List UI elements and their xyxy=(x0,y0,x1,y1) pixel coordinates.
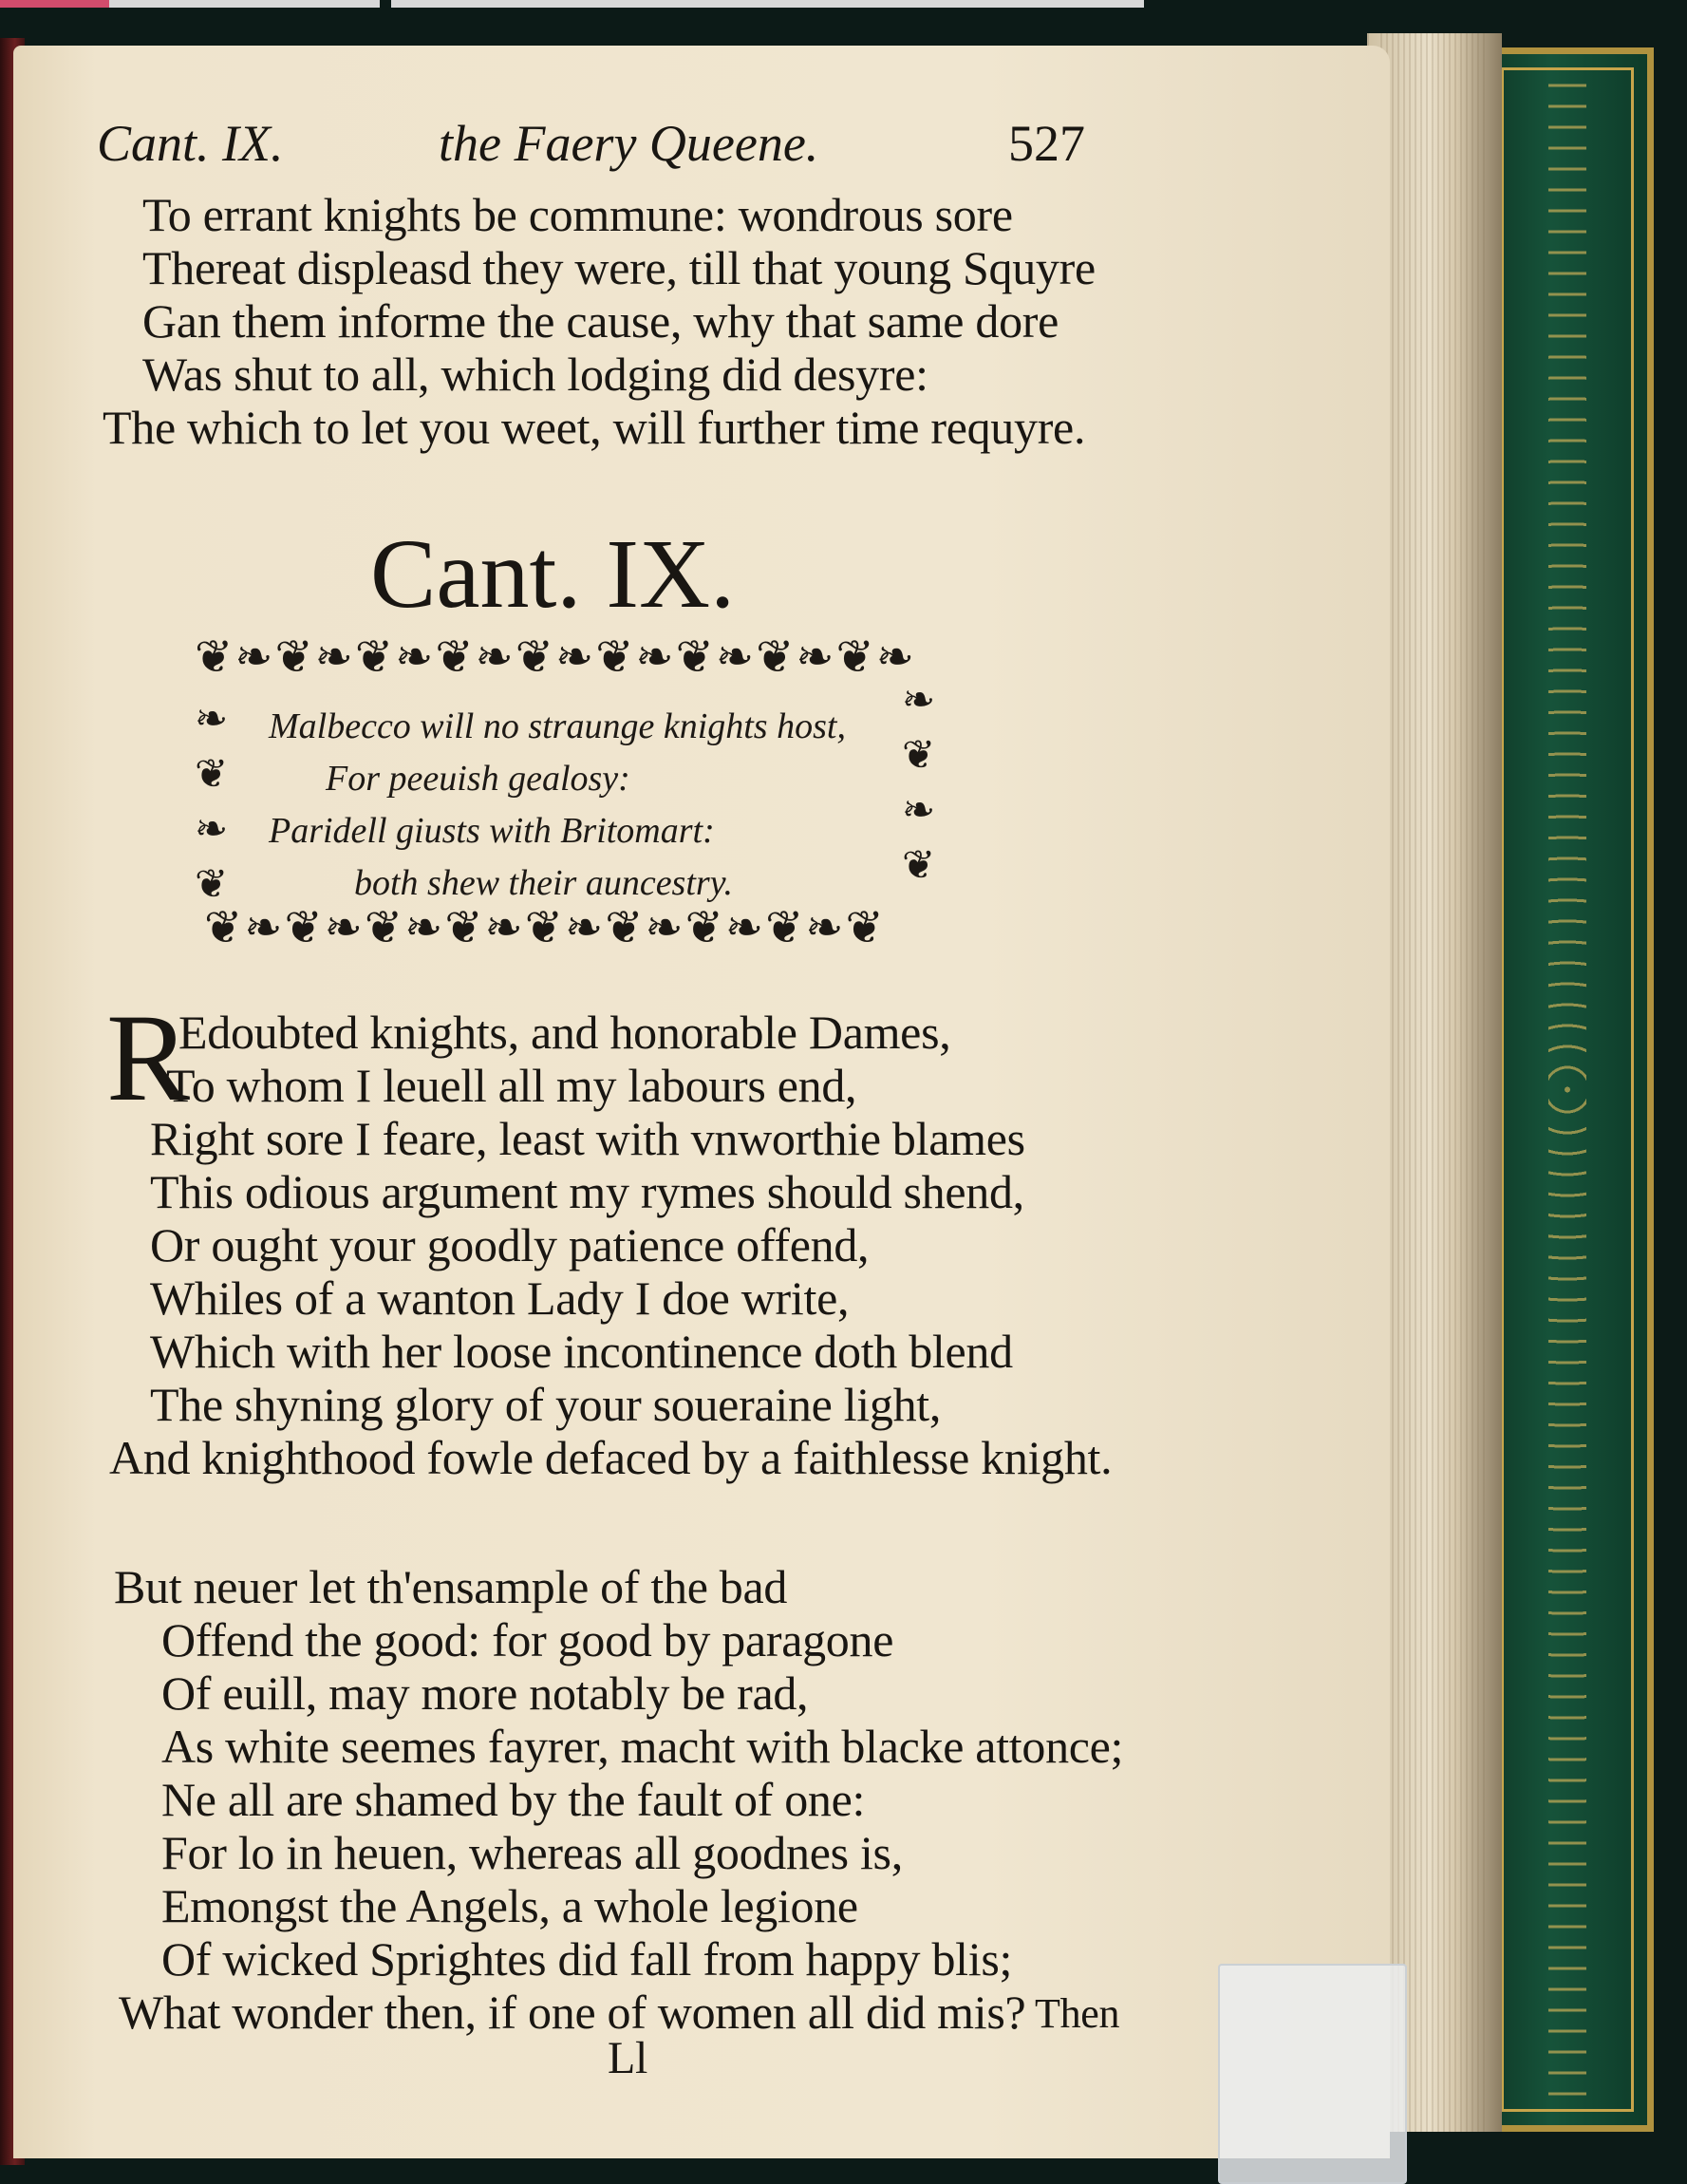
verse-line: This odious argument my rymes should shend, xyxy=(150,1165,1024,1218)
verse-line: Right sore I feare, least with vnworthie blames xyxy=(150,1112,1025,1165)
signature-mark: Ll xyxy=(608,2033,648,2083)
page-edge-lines xyxy=(1380,33,1485,2132)
verse-line: Offend the good: for good by paragone xyxy=(161,1613,894,1666)
gilt-vine-ornament xyxy=(1548,83,1586,2097)
verse-line: The shyning glory of your soueraine light, xyxy=(150,1378,942,1431)
verse-line: But neuer let th'ensample of the bad xyxy=(114,1560,788,1613)
top-strip xyxy=(0,0,1687,8)
ornament-border-left: ❧ ❦ ❧ ❦ xyxy=(195,695,231,907)
verse-line: As white seemes fayrer, macht with blacke attonce; xyxy=(161,1720,1124,1773)
verse-line: Or ought your goodly patience offend, xyxy=(150,1218,870,1271)
ornament-border-right: ❧ ❦ ❧ ❦ xyxy=(902,676,938,888)
verse-line: Was shut to all, which lodging did desyre: xyxy=(142,348,928,401)
top-strip-gap xyxy=(380,0,391,8)
running-head-canto: Cant. IX. xyxy=(97,115,284,172)
argument-box xyxy=(195,631,973,967)
verse-line: Whiles of a wanton Lady I doe write, xyxy=(150,1271,850,1325)
verse-line: Edoubted knights, and honorable Dames, xyxy=(178,1006,951,1059)
page-number: 527 xyxy=(1008,115,1085,172)
verse-line: Gan them informe the cause, why that same dore xyxy=(142,294,1059,348)
verse-line: What wonder then, if one of women all did mis? xyxy=(119,1986,1026,2039)
argument-line: Malbecco will no straunge knights host, xyxy=(269,706,846,746)
top-strip-tab xyxy=(0,0,109,8)
drop-cap: R xyxy=(106,988,191,1127)
top-strip-dark xyxy=(1144,0,1687,8)
verse-line: Thereat displeasd they were, till that young Squyre xyxy=(142,241,1096,294)
verse-line: To errant knights be commune: wondrous sore xyxy=(142,188,1013,241)
verse-line: Of euill, may more notably be rad, xyxy=(161,1666,809,1720)
verse-line: And knighthood fowle defaced by a faithlesse knight. xyxy=(109,1431,1113,1484)
argument-line: both shew their auncestry. xyxy=(354,863,733,903)
page-clip-tab xyxy=(1218,1964,1407,2184)
verse-line: For lo in heuen, whereas all goodnes is, xyxy=(161,1826,903,1879)
argument-line: Paridell giusts with Britomart: xyxy=(269,811,715,851)
catchword: Then xyxy=(1035,1990,1120,2037)
running-head-title: the Faery Queene. xyxy=(439,115,819,172)
ornament-border-bottom: ❦❧❦❧❦❧❦❧❦❧❦❧❦❧❦❧❦ xyxy=(204,901,886,954)
ornament-border-top: ❦❧❦❧❦❧❦❧❦❧❦❧❦❧❦❧❦❧ xyxy=(195,631,916,684)
verse-line: Emongst the Angels, a whole legione xyxy=(161,1879,858,1932)
verse-line: Of wicked Sprightes did fall from happy blis; xyxy=(161,1932,1013,1986)
book-cover xyxy=(1481,47,1654,2132)
verse-line: Ne all are shamed by the fault of one: xyxy=(161,1773,866,1826)
canto-title: Cant. IX. xyxy=(370,519,736,629)
verse-line: The which to let you weet, will further time requyre. xyxy=(103,401,1086,454)
verse-line: Which with her loose incontinence doth blend xyxy=(150,1325,1013,1378)
verse-line: To whom I leuell all my labours end, xyxy=(166,1059,857,1112)
argument-line: For peeuish gealosy: xyxy=(326,759,630,799)
